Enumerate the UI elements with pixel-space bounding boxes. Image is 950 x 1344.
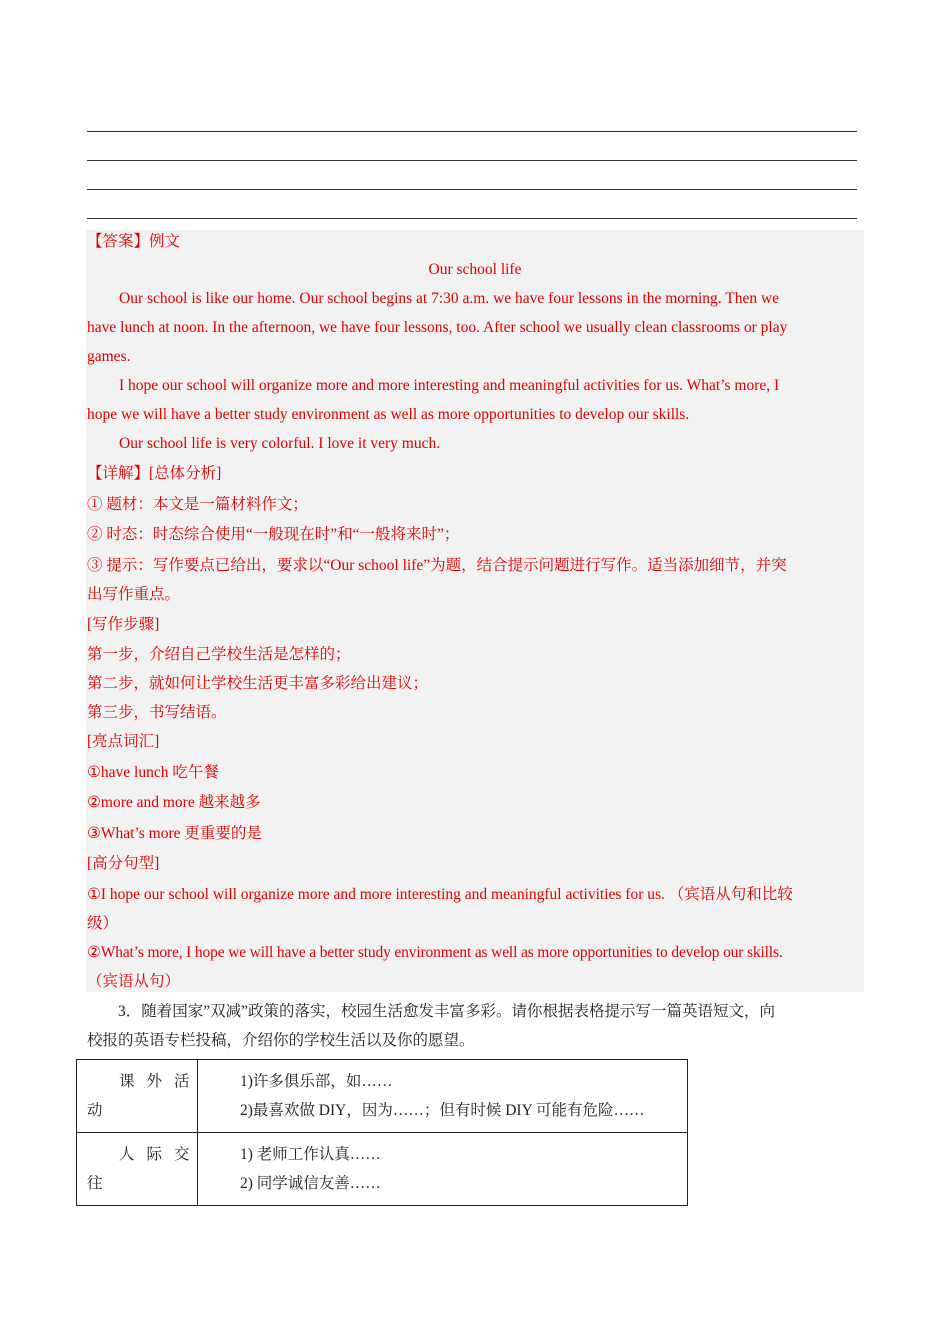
essay-paragraph-2-line-2: hope we will have a better study environment as well as more opportunities to develop our skills. bbox=[87, 406, 690, 423]
vocab-2: ②more and more 越来越多 bbox=[87, 794, 261, 811]
answer-heading: 【答案】例文 bbox=[87, 233, 181, 250]
tip-point-1: 1)许多俱乐部，如…… bbox=[240, 1073, 393, 1090]
table-cell-points bbox=[198, 1060, 688, 1133]
sentence-2-line-1: ②What’s more, I hope we will have a better study environment as well as more opportunities to develop our skills. bbox=[87, 944, 783, 961]
vocab-heading: [亮点词汇] bbox=[87, 733, 160, 750]
writing-tips-table bbox=[76, 1059, 688, 1206]
row-label-part-2: 动 bbox=[87, 1102, 103, 1119]
tip-point-1: 1) 老师工作认真…… bbox=[240, 1146, 381, 1163]
essay-title: Our school life bbox=[428, 261, 522, 278]
row-label-part-2: 往 bbox=[87, 1175, 103, 1192]
vocab-3: ③What’s more 更重要的是 bbox=[87, 825, 262, 842]
essay-paragraph-2-line-1: I hope our school will organize more and more interesting and meaningful activities for us. What’s more, I bbox=[119, 377, 780, 394]
table-row bbox=[77, 1060, 688, 1133]
sentence-1-line-2: 级） bbox=[87, 915, 119, 932]
essay-paragraph-1-line-1: Our school is like our home. Our school begins at 7:30 a.m. we have four lessons in the morning. Then we bbox=[119, 290, 780, 307]
essay-paragraph-1-line-2: have lunch at noon. In the afternoon, we have four lessons, too. After school we usually clean classrooms or play bbox=[87, 319, 788, 336]
table-cell-label bbox=[77, 1060, 202, 1133]
table-cell-label bbox=[77, 1133, 202, 1206]
row-label-part-1: 人际交 bbox=[119, 1146, 202, 1163]
tip-point-2: 2)最喜欢做 DIY，因为……；但有时候 DIY 可能有危险…… bbox=[240, 1102, 645, 1119]
writing-line-4 bbox=[87, 218, 857, 219]
step-2: 第二步，就如何让学校生活更丰富多彩给出建议； bbox=[87, 675, 429, 692]
tip-point-2: 2) 同学诚信友善…… bbox=[240, 1175, 381, 1192]
steps-heading: [写作步骤] bbox=[87, 616, 160, 633]
analysis-item-3-line-2: 出写作重点。 bbox=[87, 586, 181, 603]
step-3: 第三步，书写结语。 bbox=[87, 704, 227, 721]
analysis-item-2: ② 时态：时态综合使用“一般现在时”和“一般将来时”； bbox=[87, 526, 460, 543]
writing-line-3 bbox=[87, 189, 857, 190]
sentence-2-line-2: （宾语从句） bbox=[87, 973, 181, 990]
sentence-1-line-1: ①I hope our school will organize more and more interesting and meaningful activities for us. （宾语从句和比较 bbox=[87, 886, 793, 903]
sentence-heading: [高分句型] bbox=[87, 855, 160, 872]
question-3-line-1: 3．随着国家”双减”政策的落实，校园生活愈发丰富多彩。请你根据表格提示写一篇英语短文，向 bbox=[118, 1003, 776, 1020]
table-row bbox=[77, 1133, 688, 1206]
row-label-part-1: 课外活 bbox=[119, 1073, 202, 1090]
analysis-item-1: ① 题材：本文是一篇材料作文； bbox=[87, 496, 308, 513]
answer-section bbox=[86, 230, 864, 992]
analysis-heading: 【详解】[总体分析] bbox=[87, 465, 222, 482]
table-cell-points bbox=[198, 1133, 688, 1206]
question-3-line-2: 校报的英语专栏投稿，介绍你的学校生活以及你的愿望。 bbox=[87, 1032, 475, 1049]
step-1: 第一步，介绍自己学校生活是怎样的； bbox=[87, 646, 351, 663]
vocab-1: ①have lunch 吃午餐 bbox=[87, 764, 219, 781]
essay-paragraph-1-line-3: games. bbox=[87, 348, 131, 365]
essay-paragraph-3-line-1: Our school life is very colorful. I love it very much. bbox=[119, 435, 441, 452]
analysis-item-3-line-1: ③ 提示：写作要点已给出，要求以“Our school life”为题，结合提示问题进行写作。适当添加细节，并突 bbox=[87, 557, 787, 574]
writing-line-2 bbox=[87, 160, 857, 161]
writing-line-1 bbox=[87, 131, 857, 132]
